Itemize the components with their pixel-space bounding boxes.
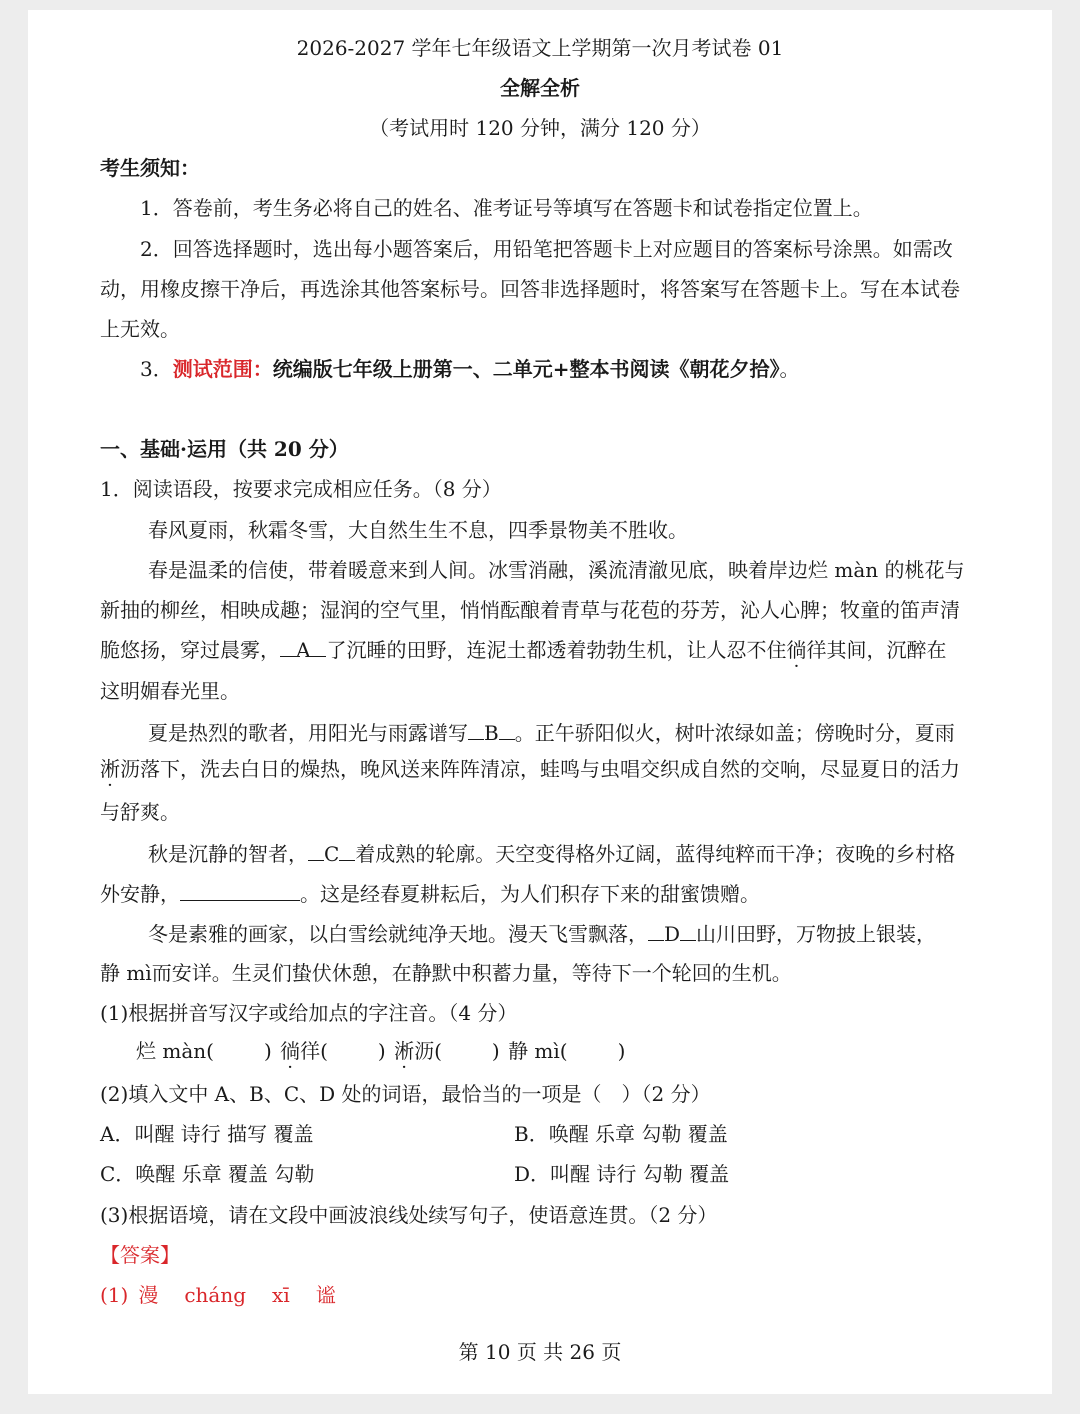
notice-heading: 考生须知： [100, 156, 200, 180]
passage-text: 。正午骄阳似火，树叶浓绿如盖；傍晚时分，夏雨 [514, 721, 955, 745]
passage-p3-line-3: 与舒爽。 [100, 800, 180, 824]
notice-item-2-line-1: 2．回答选择题时，选出每小题答案后，用铅笔把答题卡上对应题目的答案标号涂黑。如需改 [140, 237, 953, 261]
notice-item-2-line-3: 上无效。 [100, 317, 180, 341]
notice-item-2-line-2: 动，用橡皮擦干净后，再选涂其他答案标号。回答非选择题时，将答案写在答题卡上。写在本试卷 [100, 277, 960, 301]
passage-p2-line-2: 新抽的柳丝，相映成趣；湿润的空气里，悄悄酝酿着青草与花苞的芬芳，沁人心脾；牧童的笛声清 [100, 598, 960, 622]
answer-line [100, 1285, 336, 1305]
answer-2: cháng [184, 1283, 247, 1307]
section-heading: 一、基础·运用（共 20 分） [100, 437, 349, 461]
blank-line [499, 721, 515, 740]
pinyin-item-2: 徉( [300, 1039, 328, 1063]
answer-3: xī [272, 1283, 290, 1307]
passage-p2-line-3 [100, 638, 946, 660]
answer-4: 谧 [315, 1283, 336, 1307]
dotted-char: 淅 [394, 1039, 415, 1063]
blank-line [310, 638, 326, 657]
pinyin-item-3: 沥( [414, 1039, 442, 1063]
notice-item-3-end: 。 [779, 357, 800, 381]
passage-text: 。这是经春夏耕耘后，为人们积存下来的甜蜜馈赠。 [300, 882, 760, 906]
exam-subtitle: 全解全析 [500, 76, 580, 100]
blank-line [648, 922, 664, 941]
passage-p2-line-1: 春是温柔的信使，带着暖意来到人间。冰雪消融，溪流清澈见底，映着岸边烂 màn 的桃花与 [148, 558, 965, 582]
answer-1: 漫 [138, 1283, 159, 1307]
notice-item-1: 1．答卷前，考生务必将自己的姓名、准考证号等填写在答题卡和试卷指定位置上。 [140, 196, 873, 220]
passage-p2-line-4: 这明媚春光里。 [100, 679, 240, 703]
passage-text: 沥落下，洗去白日的燥热，晚风送来阵阵清凉，蛙鸣与虫唱交织成自然的交响，尽显夏日的活力 [120, 757, 960, 781]
answer-label: 【答案】 [100, 1243, 180, 1267]
passage-paragraph-1: 春风夏雨，秋霜冬雪，大自然生生不息，四季景物美不胜收。 [148, 518, 688, 542]
paren-close: ) [377, 1039, 386, 1063]
exam-info: （考试用时 120 分钟，满分 120 分） [369, 116, 711, 140]
sub-question-3: (3)根据语境，请在文段中画波浪线处续写句子，使语意连贯。（2 分） [100, 1203, 718, 1227]
dotted-char: 淅 [100, 757, 120, 781]
option-c: C．唤醒 乐章 覆盖 勾勒 [100, 1162, 315, 1186]
option-d: D．叫醒 诗行 勾勒 覆盖 [514, 1162, 730, 1186]
question-1: 1．阅读语段，按要求完成相应任务。（8 分） [100, 477, 502, 501]
passage-text: 着成熟的轮廓。天空变得格外辽阔，蓝得纯粹而干净；夜晚的乡村格 [355, 842, 956, 866]
passage-text: 秋是沉静的智者， [148, 842, 308, 866]
passage-p4-line-1 [148, 842, 955, 864]
passage-text: 冬是素雅的画家，以白雪绘就纯净天地。漫天飞雪飘落， [148, 922, 648, 946]
dotted-char: 徜 [786, 638, 807, 662]
page-number: 第 10 页 共 26 页 [458, 1340, 622, 1364]
dotted-char: 徜 [280, 1039, 301, 1063]
notice-item-3 [140, 359, 800, 379]
passage-text: 山川田野，万物披上银装， [696, 922, 937, 946]
blank-line [308, 842, 324, 861]
sub-question-1-items [136, 1041, 625, 1061]
blank-line [680, 922, 696, 941]
blank-line [468, 721, 484, 740]
passage-text: 夏是热烈的歌者，用阳光与雨露谱写 [148, 721, 468, 745]
paren-close: ) [263, 1039, 272, 1063]
sub-question-2: (2)填入文中 A、B、C、D 处的词语，最恰当的一项是（ ）（2 分） [100, 1082, 711, 1106]
exam-page [28, 10, 1052, 1394]
blank-a-label: A [296, 638, 311, 662]
blank-line [280, 638, 296, 657]
blank-line [339, 842, 355, 861]
paren-close: ) [491, 1039, 500, 1063]
option-b: B．唤醒 乐章 勾勒 覆盖 [514, 1122, 728, 1146]
test-scope-text: 统编版七年级上册第一、二单元+整本书阅读《朝花夕拾》 [272, 357, 780, 381]
passage-p3-line-1 [148, 721, 955, 743]
passage-text: 徉其间，沉醉在 [806, 638, 947, 662]
exam-title: 2026-2027 学年七年级语文上学期第一次月考试卷 01 [296, 36, 784, 60]
test-scope-label: 测试范围： [172, 357, 273, 381]
notice-item-3-prefix: 3． [140, 357, 173, 381]
passage-p3-line-2 [100, 759, 960, 779]
passage-p5-line-1 [148, 922, 936, 944]
passage-text: 脆悠扬，穿过晨雾， [100, 638, 280, 662]
blank-b-label: B [484, 721, 499, 745]
passage-text: 外安静， [100, 882, 180, 906]
blank-d-label: D [664, 922, 681, 946]
sub-question-1: (1)根据拼音写汉字或给加点的字注音。（4 分） [100, 1001, 518, 1025]
blank-c-label: C [324, 842, 340, 866]
passage-text: 了沉睡的田野，连泥土都透着勃勃生机，让人忍不住 [326, 638, 787, 662]
continuation-blank [180, 882, 300, 901]
pinyin-item-4: 静 mì( [508, 1039, 568, 1063]
paren-close: ) [617, 1039, 626, 1063]
passage-p5-line-2: 静 mì而安详。生灵们蛰伏休憩，在静默中积蓄力量，等待下一个轮回的生机。 [100, 961, 792, 985]
option-a: A．叫醒 诗行 描写 覆盖 [100, 1122, 314, 1146]
passage-p4-line-2 [100, 882, 760, 904]
answer-number: (1) [100, 1283, 129, 1307]
pinyin-item-1: 烂 màn( [136, 1039, 214, 1063]
